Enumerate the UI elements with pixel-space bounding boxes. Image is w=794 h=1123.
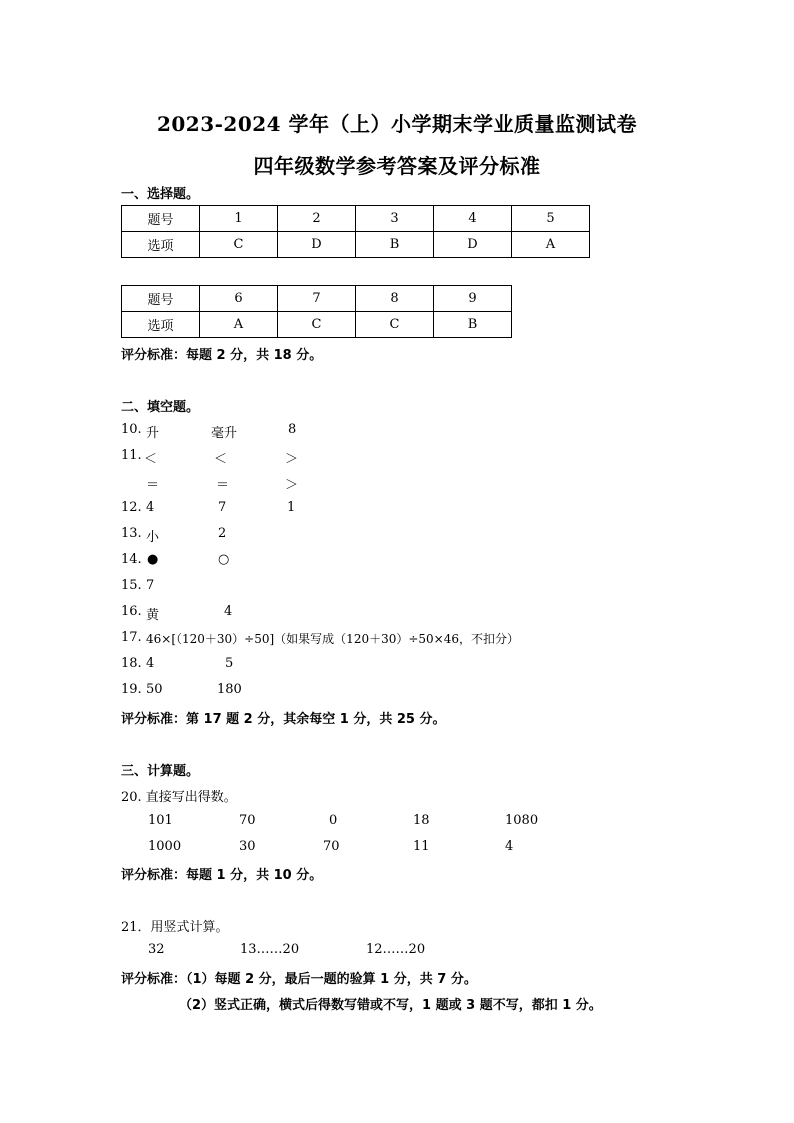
q11-answer-c: ＞ (285, 452, 299, 467)
q10-answer-b: 毫升 (211, 426, 238, 441)
table-cell: 7 (278, 286, 356, 312)
q20-result: 70 (323, 839, 340, 854)
table-cell: A (200, 312, 278, 338)
q10-number: 10. (121, 422, 142, 437)
q16-number: 16. (121, 604, 142, 619)
table-cell: B (356, 232, 434, 258)
table-cell: A (512, 232, 590, 258)
q20-result: 0 (329, 813, 338, 828)
document-subtitle: 四年级数学参考答案及评分标准 (253, 154, 541, 178)
table-row (122, 312, 512, 338)
answer-table-2 (121, 285, 512, 338)
section-heading-calc: 三、计算题。 (121, 764, 200, 779)
q20-result: 18 (413, 813, 430, 828)
table-cell: 9 (434, 286, 512, 312)
q20-result: 101 (148, 813, 173, 828)
table-cell: 选项 (122, 232, 200, 258)
q20-result: 4 (505, 839, 514, 854)
q18-answer-a: 4 (146, 656, 155, 671)
table-cell: 题号 (122, 206, 200, 232)
q21-answer: 12……20 (366, 942, 426, 957)
q20-title: 20. 直接写出得数。 (121, 790, 237, 805)
q12-answer-b: 7 (218, 500, 227, 515)
q16-answer-a: 黄 (146, 608, 160, 623)
scoring-note-q21-part1: 评分标准：（1）每题 2 分，最后一题的验算 1 分，共 7 分。 (121, 972, 477, 987)
table-cell: 3 (356, 206, 434, 232)
q11-answer-b: ＜ (214, 452, 228, 467)
table-cell: B (434, 312, 512, 338)
table-cell: D (434, 232, 512, 258)
q16-answer-b: 4 (224, 604, 233, 619)
q11-answer-f: ＞ (285, 478, 299, 493)
q14-empty-circle-icon: ○ (218, 552, 230, 567)
q19-number: 19. (121, 682, 142, 697)
q11-answer-a: ＜ (144, 452, 158, 467)
q13-answer-a: 小 (146, 530, 160, 545)
table-cell: 2 (278, 206, 356, 232)
table-cell: C (200, 232, 278, 258)
scoring-note-q21-part2: （2）竖式正确，横式后得数写错或不写，1 题或 3 题不写，都扣 1 分。 (179, 998, 602, 1013)
table-cell: 1 (200, 206, 278, 232)
q21-answer: 13……20 (240, 942, 300, 957)
q18-number: 18. (121, 656, 142, 671)
q12-answer-c: 1 (287, 500, 296, 515)
q14-number: 14. (121, 552, 142, 567)
q20-result: 1000 (148, 839, 182, 854)
table-row (122, 232, 590, 258)
q21-answer: 32 (148, 942, 165, 957)
q11-number: 11. (121, 448, 142, 463)
q13-number: 13. (121, 526, 142, 541)
table-cell: 4 (434, 206, 512, 232)
table-cell: D (278, 232, 356, 258)
q19-answer-a: 50 (146, 682, 163, 697)
q11-answer-e: ＝ (216, 478, 230, 493)
q20-result: 1080 (505, 813, 539, 828)
table-row (122, 206, 590, 232)
q10-answer-a: 升 (146, 426, 160, 441)
section-heading-choice: 一、选择题。 (121, 187, 200, 202)
table-row (122, 286, 512, 312)
q14-filled-circle-icon: ● (147, 552, 159, 567)
table-cell: C (278, 312, 356, 338)
table-cell: C (356, 312, 434, 338)
q10-answer-c: 8 (288, 422, 297, 437)
q20-result: 70 (239, 813, 256, 828)
document-title: 2023-2024 学年（上）小学期末学业质量监测试卷 (156, 112, 638, 136)
scoring-note-section1: 评分标准：每题 2 分，共 18 分。 (121, 348, 323, 363)
q15-answer-a: 7 (146, 578, 155, 593)
q12-answer-a: 4 (146, 500, 155, 515)
scoring-note-section2: 评分标准：第 17 题 2 分，其余每空 1 分，共 25 分。 (121, 712, 446, 727)
q11-answer-d: ＝ (146, 478, 160, 493)
table-cell: 8 (356, 286, 434, 312)
q20-result: 11 (413, 839, 430, 854)
q17-number: 17. (121, 630, 142, 645)
q21-title: 21．用竖式计算。 (121, 920, 229, 935)
scoring-note-q20: 评分标准：每题 1 分，共 10 分。 (121, 868, 323, 883)
table-cell: 选项 (122, 312, 200, 338)
section-heading-fill: 二、填空题。 (121, 400, 200, 415)
table-cell: 题号 (122, 286, 200, 312)
q13-answer-b: 2 (218, 526, 227, 541)
answer-table-1 (121, 205, 590, 258)
q12-number: 12. (121, 500, 142, 515)
q20-result: 30 (239, 839, 256, 854)
q19-answer-b: 180 (217, 682, 242, 697)
q15-number: 15. (121, 578, 142, 593)
q18-answer-b: 5 (225, 656, 234, 671)
table-cell: 6 (200, 286, 278, 312)
table-cell: 5 (512, 206, 590, 232)
q17-answer: 46×[（120＋30）÷50]（如果写成（120＋30）÷50×46，不扣分） (146, 632, 520, 646)
